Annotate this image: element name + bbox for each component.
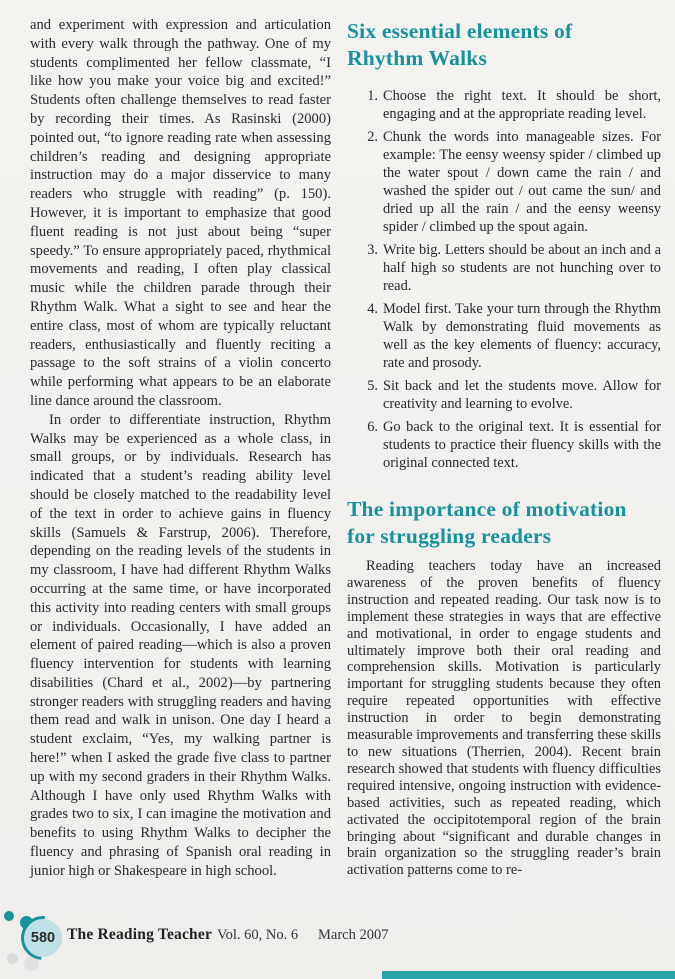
- list-item-text: Go back to the original text. It is essential for students to practice their fluency skills with the original connected text.: [383, 419, 661, 471]
- list-item-number: 5.: [367, 378, 378, 394]
- section-heading-motivation: The importance of motivation for struggling readers: [347, 497, 627, 548]
- body-paragraph: Reading teachers today have an increased awareness of the proven benefits of fluency instruction and repeated reading. Our task now is to implement these strategies in ways that are effective and motivational, in order to engage students and ultimately improve both their oral reading and comprehension skills. Motivation is particularly important for struggling students because they often require repeated opportunities with effective instruction in order to begin demonstrating measurable improvements and transferring these skills to new situations (Therrien, 2004). Recent brain research showed that students with fluency difficulties required intensive, ongoing instruction with evidence-based activities, such as repeated reading, which activated the occipitotemporal region of the brain bringing about “significant and durable changes in brain organization so the struggling reader’s brain activation patterns come to re-: [347, 558, 661, 879]
- list-item-text: Model first. Take your turn through the Rhythm Walk by demonstrating fluid movements as well as the key elements of fluency: accuracy, rate and prosody.: [383, 301, 661, 371]
- list-item-number: 4.: [367, 301, 378, 317]
- list-item-text: Chunk the words into manageable sizes. For example: The eensy weensy spider / climbed up the water spout / down came the rain / and washed the spider out / out came the sun/ and dried up all the rain / and the eensy weensy spider / climbed up the spout again.: [383, 129, 661, 235]
- list-item-number: 3.: [367, 242, 378, 258]
- list-item-text: Write big. Letters should be about an inch and a half high so students are not hunching over to read.: [383, 242, 661, 294]
- volume-info: Vol. 60, No. 6: [217, 927, 299, 943]
- list-item: [357, 300, 661, 372]
- page-footer: [0, 903, 675, 979]
- list-item: [357, 87, 661, 123]
- list-item-number: 6.: [367, 419, 378, 435]
- decorative-dot-icon: [4, 911, 14, 921]
- list-item: [357, 377, 661, 413]
- right-column: [347, 16, 661, 881]
- ghost-dot-icon: [7, 953, 18, 964]
- issue-date: March 2007: [318, 927, 389, 943]
- left-column: [30, 16, 331, 881]
- list-item-number: 2.: [367, 129, 378, 145]
- page-number: 580: [30, 930, 56, 946]
- elements-list: [347, 87, 661, 472]
- list-item-text: Sit back and let the students move. Allow for creativity and learning to evolve.: [383, 378, 661, 412]
- decorative-bottom-bar: [382, 971, 675, 979]
- list-item-number: 1.: [367, 88, 378, 104]
- body-paragraph: In order to differentiate instruction, Rhythm Walks may be experienced as a whole class, in small groups, or by individuals. Research has indicated that a student’s reading ability level should be closely matched to the readability level of the text in order to achieve gains in fluency skills (Samuels & Farstrup, 2006). Therefore, depending on the reading levels of the students in my classroom, I have had different Rhythm Walks occurring at the same time, or have incorporated this activity into reading centers with small groups or individuals. Occasionally, I have added an element of paired reading—which is also a proven fluency intervention for students with learning disabilities (Chard et al., 2002)—by partnering stronger readers with struggling readers and having them read and walk in unison. One day I heard a student exclaim, “Yes, my walking partner is here!” when I asked the grade five class to partner up with my second graders in their Rhythm Walks. Although I have only used Rhythm Walks with grades two to six, I can imagine the motivation and benefits to using Rhythm Walks to decipher the fluency and phrasing of Spanish oral reading in junior high or Shakespeare in high school.: [30, 411, 331, 879]
- list-item: [357, 241, 661, 295]
- journal-title: The Reading Teacher: [67, 926, 213, 943]
- section-heading-six-elements: Six essential elements of Rhythm Walks: [347, 19, 573, 70]
- list-item: [357, 418, 661, 472]
- list-item: [357, 128, 661, 236]
- page-number-badge: [24, 919, 62, 957]
- body-paragraph: and experiment with expression and articulation with every walk through the pathway. One of my students complimented her fellow classmate, “I like how you make your voice big and excited!” Students often challenge themselves to read faster by recording their times. As Rasinski (2000) pointed out, “to ignore reading rate when assessing children’s reading and designing appropriate instruction may do a major disservice to many readers who struggle with reading” (p. 150). However, it is important to emphasize that good fluent reading is not just about being “super speedy.” To ensure appropriately paced, rhythmical movements and reading, I often play classical music while the children parade through their Rhythm Walk. What a sight to see and hear the entire class, most of whom are typically reluctant readers, enthusiastically and fluently reciting a passage to the soft strains of a violin concerto while performing what appears to be an elaborate line dance around the classroom.: [30, 17, 331, 409]
- list-item-text: Choose the right text. It should be short, engaging and at the appropriate reading level.: [383, 88, 661, 122]
